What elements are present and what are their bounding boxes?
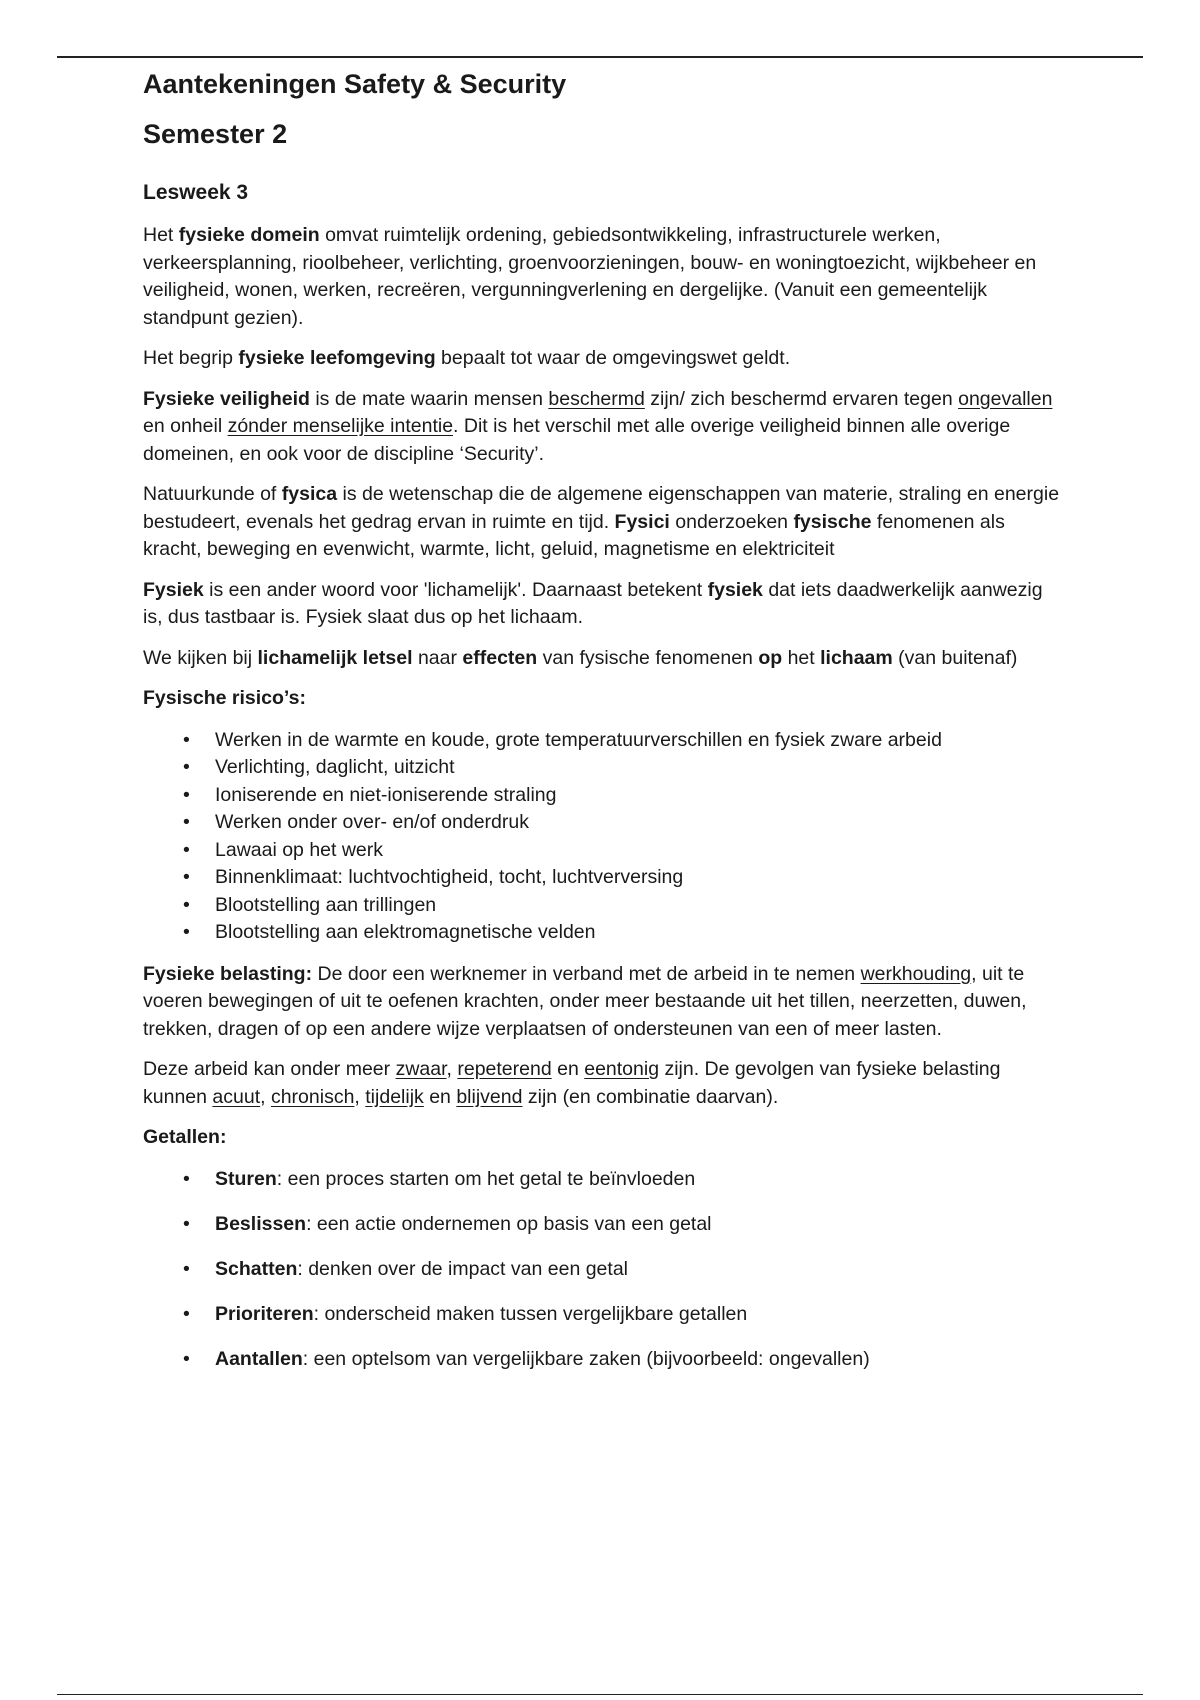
list-item: • Binnenklimaat: luchtvochtigheid, tocht, luchtverversing [143, 864, 1063, 892]
paragraph-fysica: Natuurkunde of fysica is de wetenschap die de algemene eigenschappen van materie, straling en energie bestudeert, evenals het gedrag ervan in ruimte en tijd. Fysici onderzoeken fysische fenomenen als kracht, beweging en evenwicht, warmte, licht, geluid, magnetisme en elektriciteit [143, 483, 1060, 560]
list-item: • Sturen: een proces starten om het getal te beïnvloeden [143, 1166, 1063, 1194]
list-item: • Prioriteren: onderscheid maken tussen vergelijkbare getallen [143, 1301, 1063, 1329]
paragraph-fysieke-leefomgeving: Het begrip fysieke leefomgeving bepaalt tot waar de omgevingswet geldt. [143, 347, 791, 369]
document-page [143, 66, 1063, 1391]
paragraph-fysieke-belasting: Fysieke belasting: De door een werknemer in verband met de arbeid in te nemen werkhouding, uit te voeren bewegingen of uit te oefenen krachten, onder meer bestaande uit het tillen, neerzetten, duwen, trekken, dragen of op een andere wijze verplaatsen of ondersteunen van een of meer lasten. [143, 962, 1027, 1040]
list-item: • Verlichting, daglicht, uitzicht [143, 754, 1063, 782]
paragraph-fysiek: Fysiek is een ander woord voor 'lichamelijk'. Daarnaast betekent fysiek dat iets daadwerkelijk aanwezig is, dus tastbaar is. Fysiek slaat dus op het lichaam. [143, 578, 1043, 628]
document-title: Aantekeningen Safety & Security [143, 69, 567, 99]
numbers-list [143, 1166, 1063, 1374]
list-item: • Aantallen: een optelsom van vergelijkbare zaken (bijvoorbeeld: ongevallen) [143, 1346, 1063, 1374]
week-heading: Lesweek 3 [143, 181, 249, 204]
bottom-rule [57, 1694, 1143, 1695]
risks-heading: Fysische risico’s: [143, 687, 306, 709]
list-item: • Blootstelling aan elektromagnetische velden [143, 919, 1063, 947]
numbers-heading: Getallen: [143, 1126, 227, 1148]
list-item: • Beslissen: een actie ondernemen op basis van een getal [143, 1211, 1063, 1239]
paragraph-fysieke-veiligheid: Fysieke veiligheid is de mate waarin mensen beschermd zijn/ zich beschermd ervaren tegen ongevallen en onheil zónder menselijke intentie. Dit is het verschil met alle overige veiligheid binnen alle overige domeinen, en ook voor de discipline ‘Security’. [143, 387, 1053, 465]
paragraph-fysieke-domein: Het fysieke domein omvat ruimtelijk ordening, gebiedsontwikkeling, infrastructurele werken, verkeersplanning, rioolbeheer, verlichting, groenvoorzieningen, bouw- en woningtoezicht, wijkbeheer en veiligheid, wonen, werken, recreëren, vergunningverlening en dergelijke. (Vanuit een gemeentelijk standpunt gezien). [143, 224, 1037, 329]
paragraph-arbeid-gevolgen: Deze arbeid kan onder meer zwaar, repeterend en eentonig zijn. De gevolgen van fysieke belasting kunnen acuut, chronisch, tijdelijk en blijvend zijn (en combinatie daarvan). [143, 1058, 1001, 1108]
list-item: • Werken onder over- en/of onderdruk [143, 809, 1063, 837]
list-item: • Lawaai op het werk [143, 837, 1063, 865]
semester-heading: Semester 2 [143, 119, 288, 149]
risks-list [143, 727, 1063, 947]
list-item: • Ioniserende en niet-ioniserende straling [143, 782, 1063, 810]
list-item: • Blootstelling aan trillingen [143, 892, 1063, 920]
top-rule [57, 56, 1143, 58]
list-item: • Schatten: denken over de impact van een getal [143, 1256, 1063, 1284]
paragraph-lichamelijk-letsel: We kijken bij lichamelijk letsel naar effecten van fysische fenomenen op het lichaam (van buitenaf) [143, 646, 1018, 669]
list-item: • Werken in de warmte en koude, grote temperatuurverschillen en fysiek zware arbeid [143, 727, 1063, 755]
